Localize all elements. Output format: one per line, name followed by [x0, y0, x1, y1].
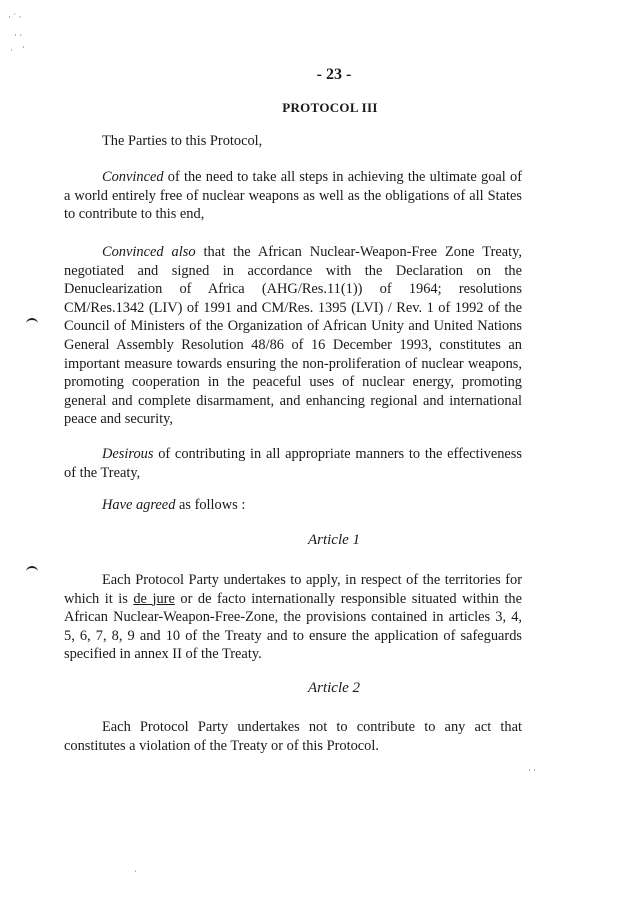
lead-word: Convinced	[102, 169, 164, 185]
underlined-term: de jure	[133, 590, 175, 607]
article-1-text: Each Protocol Party undertakes to apply, in respect of the territories for which it is de jure or de facto internationally responsible situated within the African Nuclear-Weapon-Free-Zone, the provisions contained in articles 3, 4, 5, 6, 7, 8, 9 and 10 of the Treaty and to ensure the application of safeguards specified in annex II of the Treaty.	[64, 572, 522, 663]
scan-speck: · ˙ ·	[8, 12, 22, 22]
article-1-heading: Article 1	[307, 532, 361, 548]
preamble-desirous: Desirous of contributing in all appropriate manners to the effectiveness of the Treaty,	[64, 446, 522, 481]
lead-word: Desirous	[102, 446, 154, 462]
margin-mark	[26, 318, 38, 326]
margin-mark	[26, 566, 38, 574]
scan-speck: ˙	[10, 48, 13, 58]
preamble-convinced-also: Convinced also that the African Nuclear-Weapon-Free Zone Treaty, negotiated and signed in accordance with the Declaration on the Denuclearization of Africa (AHG/Res.11(1)) of 1964; resolutions CM/Res.1342 (LIV) of 1991 and CM/Res. 1395 (LVI) / Rev. 1 of 1992 of the Council of Ministers of the Organization of African Unity and United Nations General Assembly Resolution 48/86 of 16 December 1993, constitutes an important measure towards ensuring the non-proliferation of nuclear weapons, promoting cooperation in the peaceful uses of nuclear energy, promoting general and complete disarmament, and enhancing regional and international peace and security,	[64, 244, 522, 428]
scan-speck: · ·	[14, 30, 23, 40]
scan-speck: · ·	[528, 765, 537, 775]
scan-speck: ˌ	[134, 862, 137, 872]
article-2-text: Each Protocol Party undertakes not to contribute to any act that constitutes a violation of the Treaty or of this Protocol.	[64, 719, 522, 754]
preamble-parties: The Parties to this Protocol,	[102, 133, 263, 149]
page-number: - 23 -	[316, 66, 352, 83]
preamble-agreed: Have agreed as follows :	[102, 497, 246, 513]
lead-word: Have agreed	[102, 497, 176, 513]
protocol-title: PROTOCOL III	[282, 100, 378, 115]
article-2-heading: Article 2	[307, 680, 361, 696]
scan-speck: ·	[22, 42, 25, 52]
preamble-convinced: Convinced of the need to take all steps in achieving the ultimate goal of a world entirely free of nuclear weapons as well as the obligations of all States to contribute to this end,	[64, 169, 522, 223]
lead-word: Convinced also	[102, 244, 196, 260]
